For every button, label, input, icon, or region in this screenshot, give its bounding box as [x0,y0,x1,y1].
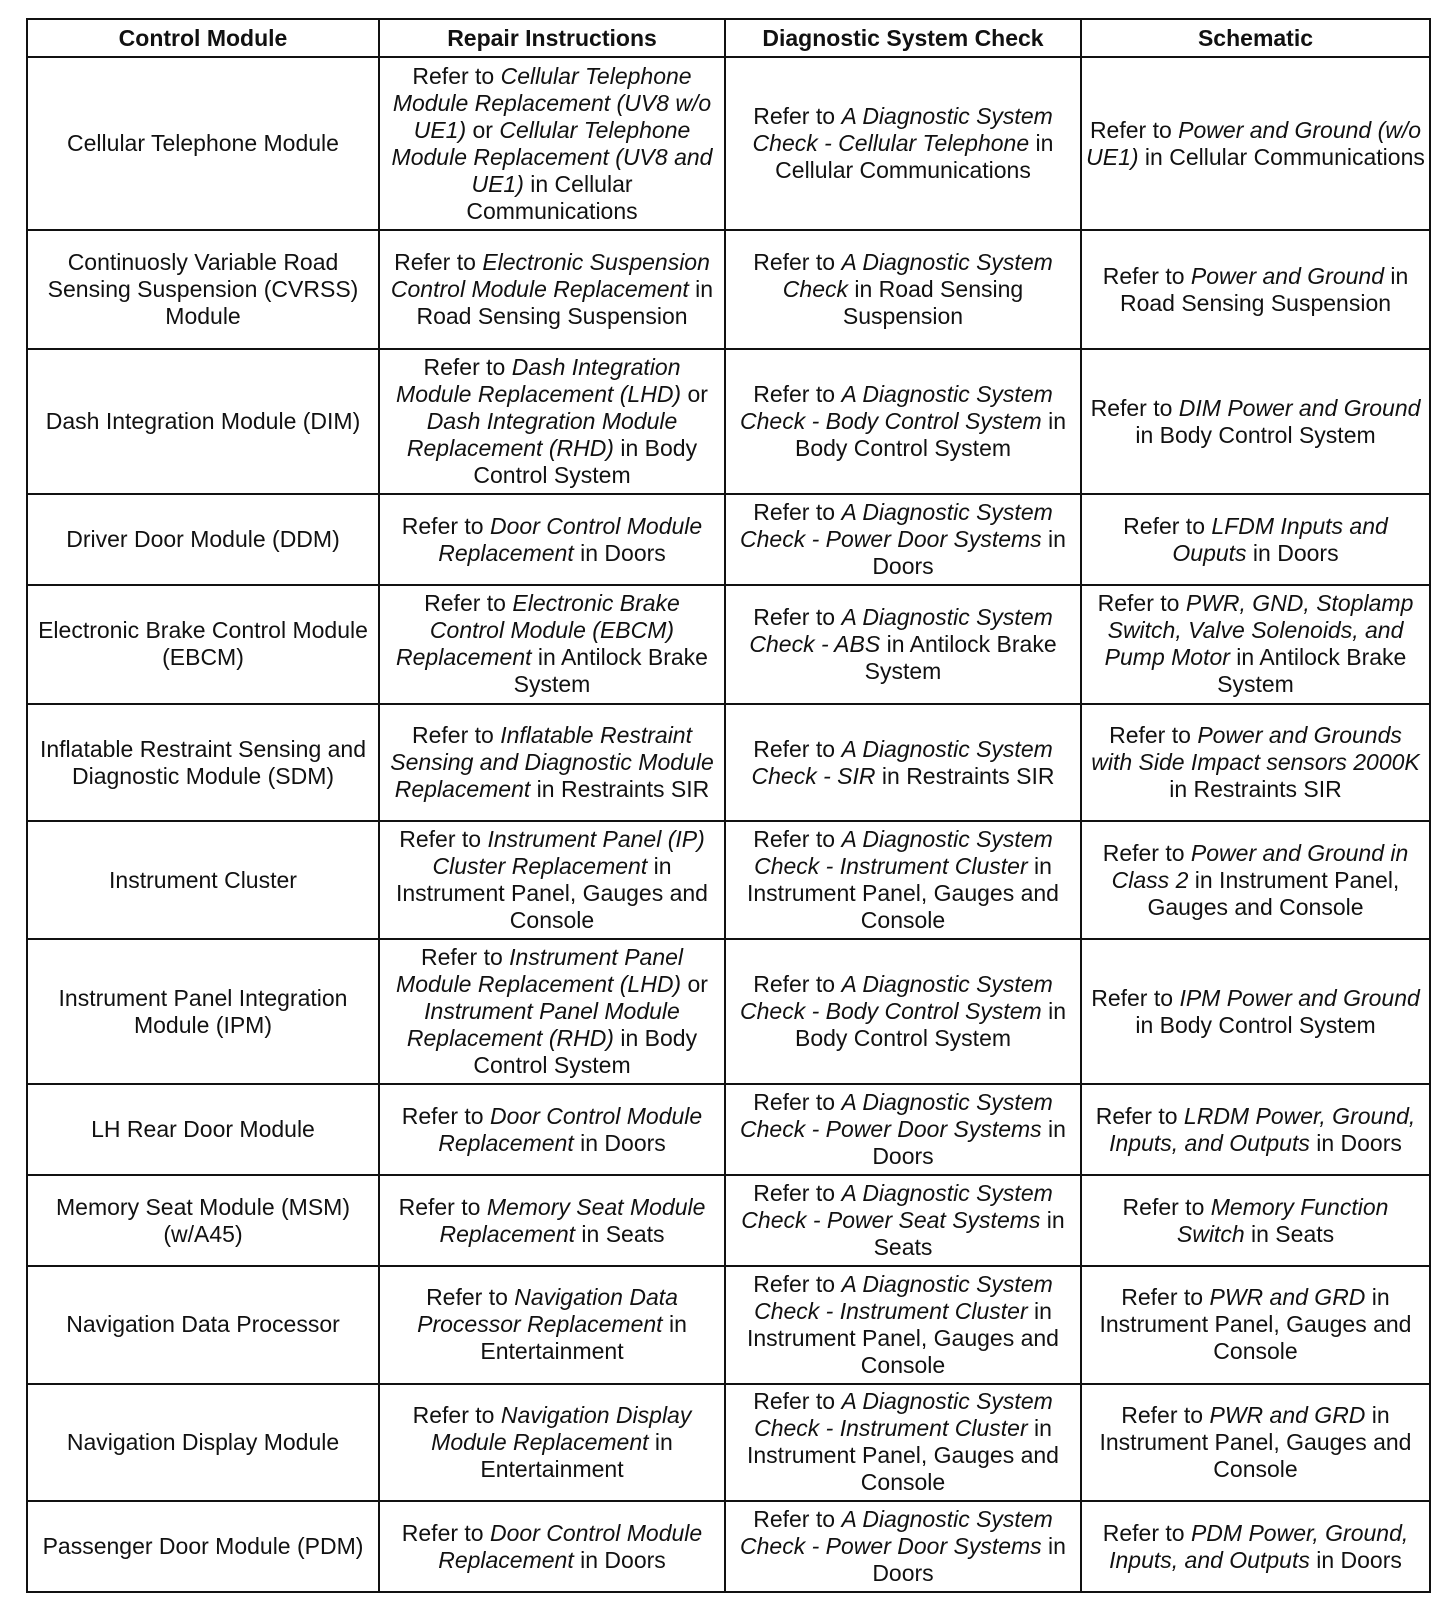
reference-title: A Diagnostic System Check - SIR [751,735,1053,789]
diagnostic-check-cell [725,1384,1081,1502]
reference-text: in Cellular Communications [775,130,1054,184]
reference-text: Refer to [401,1519,490,1546]
diagnostic-check-cell [725,1501,1081,1592]
repair-instructions-cell [379,230,725,349]
reference-title: Instrument Panel (IP) Cluster Replacement [432,826,705,880]
reference-text: Refer to [1121,1284,1210,1311]
reference-title: A Diagnostic System Check - Instrument Cluster [754,1388,1053,1442]
table-row [27,1084,1430,1175]
reference-title: A Diagnostic System Check - Instrument Cluster [754,826,1053,880]
reference-text: Refer to [753,499,842,526]
reference-text: Refer to [1091,984,1180,1011]
reference-text: Refer to [753,735,842,762]
control-module-cell: Dash Integration Module (DIM) [27,349,379,494]
reference-title: Memory Seat Module Replacement [439,1193,706,1247]
reference-text: in Restraints SIR [530,776,710,803]
reference-title: A Diagnostic System Check - Instrument Cluster [754,1270,1053,1324]
reference-title: PDM Power, Ground, Inputs, and Outputs [1109,1519,1409,1573]
reference-text: Refer to [1090,394,1179,421]
control-module-cell: Instrument Cluster [27,821,379,939]
schematic-cell [1081,230,1430,349]
reference-title: Power and Grounds with Side Impact sensors 2000K [1091,722,1420,776]
reference-text: Refer to [753,1089,842,1116]
reference-text: in Antilock Brake System [864,630,1057,684]
schematic-cell [1081,1384,1430,1502]
reference-text: Refer to [753,1388,842,1415]
diagnostic-check-cell [725,1084,1081,1175]
table-row [27,349,1430,494]
diagnostic-check-cell [725,821,1081,939]
reference-text: Refer to [1102,262,1191,289]
reference-text: Refer to [1123,512,1212,539]
reference-text: in Doors [1246,539,1339,566]
reference-title: A Diagnostic System Check - Power Door Systems [740,1089,1053,1143]
schematic-cell [1081,494,1430,585]
reference-text: in Doors [1309,1546,1402,1573]
schematic-cell [1081,821,1430,939]
table-row [27,57,1430,230]
reference-text: Refer to [1095,1102,1184,1129]
reference-text: Refer to [753,1506,842,1533]
reference-title: Navigation Data Processor Replacement [417,1284,678,1338]
control-module-cell: LH Rear Door Module [27,1084,379,1175]
reference-text: in Instrument Panel, Gauges and Console [1099,1284,1412,1365]
reference-text: in Cellular Communications [466,170,638,224]
diagnostic-check-cell [725,585,1081,704]
reference-text: in Instrument Panel, Gauges and Console [747,1297,1059,1378]
reference-title: PWR, GND, Stoplamp Switch, Valve Solenoids, and Pump Motor [1104,590,1414,671]
diagnostic-check-cell [725,704,1081,822]
reference-text: in Doors [1309,1129,1402,1156]
control-module-cell: Electronic Brake Control Module (EBCM) [27,585,379,704]
table-row [27,939,1430,1084]
reference-text: in Doors [872,1533,1066,1587]
reference-text: Refer to [424,590,513,617]
diagnostic-check-cell [725,494,1081,585]
diagnostic-check-cell [725,230,1081,349]
reference-text: in Doors [872,526,1066,580]
table-row [27,704,1430,822]
schematic-cell [1081,57,1430,230]
reference-title: IPM Power and Ground [1179,984,1420,1011]
header-repair-instructions: Repair Instructions [379,19,725,57]
repair-instructions-cell [379,821,725,939]
repair-instructions-cell [379,1175,725,1266]
control-module-cell: Navigation Display Module [27,1384,379,1502]
reference-text: in Body Control System [794,408,1066,462]
schematic-cell [1081,1175,1430,1266]
reference-text: in Seats [575,1220,665,1247]
reference-title: Electronic Suspension Control Module Replacement [390,249,710,303]
control-module-cell: Cellular Telephone Module [27,57,379,230]
reference-text: Refer to [1121,1401,1210,1428]
reference-title: A Diagnostic System Check - Power Door Systems [740,1506,1053,1560]
schematic-cell [1081,349,1430,494]
diagnostic-check-cell [725,57,1081,230]
reference-title: LRDM Power, Ground, Inputs, and Outputs [1109,1102,1416,1156]
control-module-reference-table [26,18,1431,1593]
reference-title: Door Control Module Replacement [438,512,703,566]
reference-title: Instrument Panel Module Replacement (RHD) [406,998,680,1052]
reference-title: Door Control Module Replacement [438,1102,703,1156]
reference-text: in Doors [872,1116,1066,1170]
reference-text: or [681,381,708,408]
reference-text: Refer to [412,62,501,89]
reference-text: Refer to [412,722,501,749]
header-schematic: Schematic [1081,19,1430,57]
repair-instructions-cell [379,1384,725,1502]
reference-text: in Seats [1244,1220,1335,1247]
reference-title: LFDM Inputs and Ouputs [1172,512,1388,566]
table-row [27,1175,1430,1266]
table-row [27,821,1430,939]
reference-title: Door Control Module Replacement [438,1519,703,1573]
control-module-cell: Instrument Panel Integration Module (IPM) [27,939,379,1084]
header-control-module: Control Module [27,19,379,57]
reference-text: in Instrument Panel, Gauges and Console [1099,1401,1412,1482]
reference-text: in Body Control System [794,998,1066,1052]
reference-text: in Body Control System [1135,421,1376,448]
reference-title: Cellular Telephone Module Replacement (UV8 and UE1) [391,116,713,197]
reference-text: in Instrument Panel, Gauges and Console [1147,866,1400,920]
reference-text: Refer to [394,249,483,276]
reference-text: Refer to [753,603,842,630]
reference-title: Memory Function Switch [1176,1193,1389,1247]
reference-text: Refer to [1122,1193,1211,1220]
table-row [27,1266,1430,1384]
schematic-cell [1081,1501,1430,1592]
schematic-cell [1081,585,1430,704]
reference-title: Power and Ground in Class 2 [1111,839,1409,893]
reference-text: in Seats [873,1207,1065,1261]
table-row [27,1384,1430,1502]
reference-text: Refer to [401,512,490,539]
reference-text: in Restraints SIR [875,762,1055,789]
control-module-cell: Inflatable Restraint Sensing and Diagnostic Module (SDM) [27,704,379,822]
control-module-cell: Navigation Data Processor [27,1266,379,1384]
reference-text: Refer to [753,971,842,998]
reference-title: Power and Ground (w/o UE1) [1086,116,1422,170]
reference-text: Refer to [420,944,510,971]
diagnostic-check-cell [725,349,1081,494]
repair-instructions-cell [379,349,725,494]
reference-text: in Entertainment [480,1428,673,1482]
repair-instructions-cell [379,1501,725,1592]
reference-text: in Antilock Brake System [513,644,708,698]
schematic-cell [1081,704,1430,822]
reference-text: Refer to [753,1270,842,1297]
reference-text: or [681,971,708,998]
reference-title: A Diagnostic System Check - Body Control System [740,381,1053,435]
reference-text: Refer to [753,826,842,853]
header-diagnostic-system-check: Diagnostic System Check [725,19,1081,57]
reference-text: Refer to [1102,839,1191,866]
table-row [27,1501,1430,1592]
repair-instructions-cell [379,494,725,585]
repair-instructions-cell [379,704,725,822]
reference-text: Refer to [753,1180,842,1207]
schematic-cell [1081,1266,1430,1384]
table-row [27,585,1430,704]
repair-instructions-cell [379,939,725,1084]
control-module-cell: Continuosly Variable Road Sensing Suspension (CVRSS) Module [27,230,379,349]
reference-text: Refer to [398,1193,487,1220]
repair-instructions-cell [379,1084,725,1175]
reference-text: Refer to [753,103,842,130]
diagnostic-check-cell [725,1175,1081,1266]
reference-title: Instrument Panel Module Replacement (LHD) [396,944,684,998]
diagnostic-check-cell [725,939,1081,1084]
reference-text: in Restraints SIR [1169,776,1342,803]
reference-title: Cellular Telephone Module Replacement (UV8 w/o UE1) [392,62,712,143]
schematic-cell [1081,1084,1430,1175]
reference-text: in Entertainment [480,1311,687,1365]
repair-instructions-cell [379,585,725,704]
reference-title: A Diagnostic System Check [782,249,1053,303]
reference-text: Refer to [401,1102,490,1129]
reference-text: Refer to [1089,116,1179,143]
reference-title: PWR and GRD [1209,1401,1366,1428]
reference-title: Dash Integration Module Replacement (LHD) [396,354,682,408]
reference-text: Refer to [753,249,842,276]
reference-title: DIM Power and Ground [1178,394,1421,421]
diagnostic-check-cell [725,1266,1081,1384]
repair-instructions-cell [379,1266,725,1384]
reference-title: A Diagnostic System Check - Cellular Telephone [752,103,1053,157]
reference-text: in Body Control System [473,1025,698,1079]
table-header-row [27,19,1430,57]
reference-title: Dash Integration Module Replacement (RHD) [406,408,678,462]
reference-title: A Diagnostic System Check - Body Control System [740,971,1053,1025]
reference-text: in Doors [573,1129,666,1156]
reference-text: Refer to [412,1401,501,1428]
reference-title: Electronic Brake Control Module (EBCM) Replacement [396,590,680,671]
reference-title: Power and Ground [1190,262,1384,289]
reference-text: Refer to [426,1284,515,1311]
table-body [27,57,1430,1592]
reference-text: in Doors [573,539,666,566]
reference-text: in Road Sensing Suspension [416,276,714,330]
reference-title: A Diagnostic System Check - Power Seat Systems [741,1180,1053,1234]
reference-text: Refer to [1109,722,1198,749]
reference-text: in Instrument Panel, Gauges and Console [396,853,708,934]
reference-text: in Body Control System [1135,1011,1376,1038]
reference-text: Refer to [753,381,842,408]
table-row [27,230,1430,349]
reference-title: Inflatable Restraint Sensing and Diagnostic Module Replacement [390,722,714,803]
reference-title: Navigation Display Module Replacement [431,1401,692,1455]
reference-text: in Instrument Panel, Gauges and Console [747,1415,1059,1496]
reference-text: Refer to [1097,590,1186,617]
control-module-cell: Passenger Door Module (PDM) [27,1501,379,1592]
reference-text: in Antilock Brake System [1217,644,1407,698]
reference-text: in Doors [573,1546,666,1573]
reference-title: A Diagnostic System Check - Power Door Systems [740,499,1053,553]
reference-text: Refer to [1102,1519,1191,1546]
reference-text: in Cellular Communications [1138,143,1425,170]
reference-text: Refer to [399,826,488,853]
control-module-cell: Memory Seat Module (MSM) (w/A45) [27,1175,379,1266]
reference-text: or [466,116,500,143]
reference-title: PWR and GRD [1209,1284,1366,1311]
repair-instructions-cell [379,57,725,230]
reference-text: Refer to [423,354,512,381]
control-module-cell: Driver Door Module (DDM) [27,494,379,585]
table-row [27,494,1430,585]
reference-text: in Road Sensing Suspension [1119,262,1409,316]
reference-title: A Diagnostic System Check - ABS [749,603,1053,657]
reference-text: in Body Control System [473,435,698,489]
schematic-cell [1081,939,1430,1084]
reference-text: in Road Sensing Suspension [842,276,1024,330]
reference-text: in Instrument Panel, Gauges and Console [747,853,1059,934]
